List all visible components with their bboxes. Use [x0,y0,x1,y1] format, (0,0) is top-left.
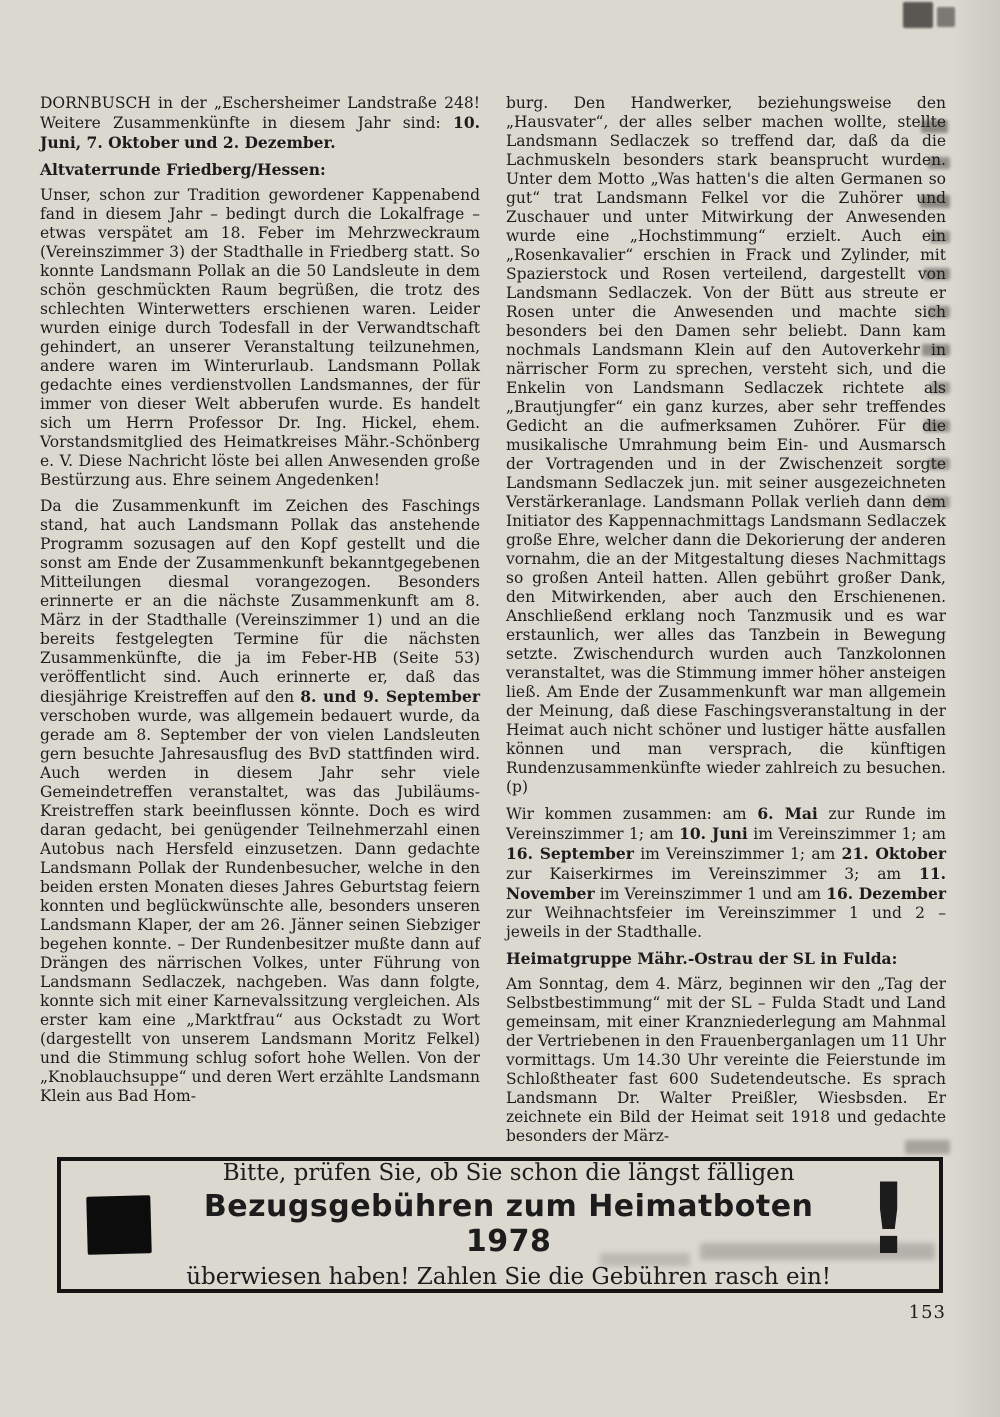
section-heading-altvaterrunde: Altvaterrunde Friedberg/Hessen: [40,160,326,179]
page-number: 153 [908,1302,946,1323]
bleed-through-mark [903,2,933,28]
notice-line-2: Bezugsgebühren zum Heimatboten 1978 [203,1189,814,1259]
subscription-notice-text [151,1160,866,1290]
black-square-mark [86,1195,151,1255]
subscription-notice-box [57,1157,943,1293]
paragraph-kappenabend: Unser, schon zur Tradition gewordener Kappenabend fand in diesem Jahr – bedingt durch die Lokalfrage – etwas verspätet am 18. Feber im Mehrzweckraum (Vereinszimmer 3) der Stadthalle in Friedberg statt. So konnte Landsmann Pollak an die 50 Landsleute in dem schön geschmückten Raum begrüßen, die trotz des schlechten Winterwetters erschienen waren. Leider wurden einige durch Todesfall in der Verwandtschaft gehindert, an unserer Veranstaltung teilzunehmen, andere waren im Winterurlaub. Landsmann Pollak gedachte eines verdienstvollen Landsmannes, der für immer von dieser Welt abberufen wurde. Es handelt sich um Herrn Professor Dr. Ing. Hickel, ehem. Vorstandsmitglied des Heimatkreises Mähr.-Schönberg e. V. Diese Nachricht löste bei allen Anwesenden große Bestürzung aus. Ehre seinem Angedenken! [40,186,480,489]
notice-line-3: überwiesen haben! Zahlen Sie die Gebühren rasch ein! [186,1264,832,1290]
intro-paragraph: DORNBUSCH in der „Eschersheimer Landstraße 248! Weitere Zusammenkünfte in diesem Jahr sind: 10. Juni, 7. Oktober und 2. Dezember. [40,94,480,152]
right-column [506,94,946,1153]
paragraph-fulda: Am Sonntag, dem 4. März, beginnen wir den „Tag der Selbstbestimmung“ mit der SL – Fulda Stadt und Land gemeinsam, mit einer Kranzniederlegung am Mahnmal der Vertriebenen in den Frauenberganlagen um 11 Uhr vormittags. Um 14.30 Uhr vereinte die Feierstunde im Schloßtheater fast 600 Sudetendeutsche. Es sprach Landsmann Dr. Walter Preißler, Wiesbsden. Er zeichnete ein Bild der Heimat seit 1918 und gedachte besonders der März- [506,975,946,1145]
left-column [40,94,480,1153]
section-heading-fulda: Heimatgruppe Mähr.-Ostrau der SL in Fulda: [506,949,898,968]
paragraph-fasching: Da die Zusammenkunft im Zeichen des Faschings stand, hat auch Landsmann Pollak das anstehende Programm sozusagen auf den Kopf gestellt und die sonst am Ende der Zusammenkunft bekanntgegebenen Mitteilungen diesmal vorangezogen. Besonders erinnerte er an die nächste Zusammenkunft am 8. März in der Stadthalle (Vereinszimmer 1) und an die bereits festgelegten Termine für die nächsten Zusammenkünfte, die ja im Feber-HB (Seite 53) veröffentlicht sind. Auch erinnerte er, daß das diesjährige Kreistreffen auf den 8. und 9. September verschoben wurde, was allgemein bedauert wurde, da gerade am 8. September der von vielen Landsleuten gern besuchte Jahresausflug des BvD stattfinden wird. Auch werden in diesem Jahr sehr viele Gemeindetreffen veranstaltet, was das Jubiläums-Kreistreffen stark beeinflussen könnte. Doch es wird daran gedacht, bei genügender Teilnehmerzahl einen Autobus nach Hersfeld einzusetzen. Dann gedachte Landsmann Pollak der Rundenbesucher, welche in den beiden ersten Monaten dieses Jahres Geburtstag feiern konnten und beglückwünschte alle, besonders unseren Landsmann Klaper, der am 26. Jänner seinen Siebziger begehen konnte. – Der Rundenbesitzer mußte dann auf Drängen des närrischen Volkes, unter Führung von Landsmann Sedlaczek, nachgeben. Was dann folgte, konnte sich mit einer Karnevalssitzung vergleichen. Als erster kam eine „Marktfrau“ aus Ockstadt zu Wort (dargestellt von unserem Landsmann Moritz Felkel) und die Stimmung schlug sofort hohe Wellen. Von der „Knoblauchsuppe“ und deren Wert erzählte Landsmann Klein aus Bad Hom- [40,497,481,1105]
notice-line-1: Bitte, prüfen Sie, ob Sie schon die längst fälligen [222,1160,795,1186]
paragraph-termine: Wir kommen zusammen: am 6. Mai zur Runde im Vereinszimmer 1; am 10. Juni im Vereinszimmer 1; am 16. September im Vereinszimmer 1; am 21. Oktober zur Kaiserkirmes im Vereinszimmer 3; am 11. November im Vereinszimmer 1 und am 16. Dezember zur Weihnachtsfeier im Vereinszimmer 1 und 2 – jeweils in der Stadthalle. [506,804,947,941]
exclamation-mark: ! [866,1163,911,1278]
text-columns [40,94,946,1153]
bleed-through-mark [937,7,955,27]
page-edge-shade [950,0,1000,1417]
paragraph-fortsetzung: burg. Den Handwerker, beziehungsweise den „Hausvater“, der alles selber machen wollte, stellte Landsmann Sedlaczek so treffend dar, daß da die Lachmuskeln besonders stark beansprucht wurden. Unter dem Motto „Was hatten's die alten Germanen so gut“ trat Landsmann Felkel vor die Zuhörer und Zuschauer und unter Mitwirkung der Anwesenden wurde eine „Hochstimmung“ erzielt. Auch ein „Rosenkavalier“ erschien in Frack und Zylinder, mit Spazierstock und Rosen verteilend, dargestellt von Landsmann Sedlaczek. Von der Bütt aus streute er Rosen unter die Anwesenden und machte sich besonders bei den Damen sehr beliebt. Dann kam nochmals Landsmann Klein auf den Autoverkehr in närrischer Form zu sprechen, versteht sich, und die Enkelin von Landsmann Sedlaczek richtete als „Brautjungfer“ ein ganz kurzes, aber sehr treffendes Gedicht an die aufmerksamen Zuhörer. Für die musikalische Umrahmung beim Ein- und Ausmarsch der Vortragenden und in der Zwischenzeit sorgte Landsmann Sedlaczek jun. mit seiner ausgezeichneten Verstärkeranlage. Landsmann Pollak verlieh dann dem Initiator des Kappennachmittags Landsmann Sedlaczek große Ehre, welcher dann die Dekorierung der anderen vornahm, die an der Mitgestaltung dieses Nachmittags so großen Anteil hatten. Allen gebührt großer Dank, den Mitwirkenden, aber auch den Erschienenen. Anschließend erklang noch Tanzmusik und es war erstaunlich, wer alles das Tanzbein in Bewegung setzte. Zwischendurch wurden auch Tanzkolonnen veranstaltet, was die Stimmung immer höher ansteigen ließ. Am Ende der Zusammenkunft war man allgemein der Meinung, daß diese Faschingsveranstaltung in der Heimat auch nicht schöner und lustiger hätte ausfallen können und man versprach, die künftigen Rundenzusammenkünfte wieder zahlreich zu besuchen. (p) [506,94,946,796]
